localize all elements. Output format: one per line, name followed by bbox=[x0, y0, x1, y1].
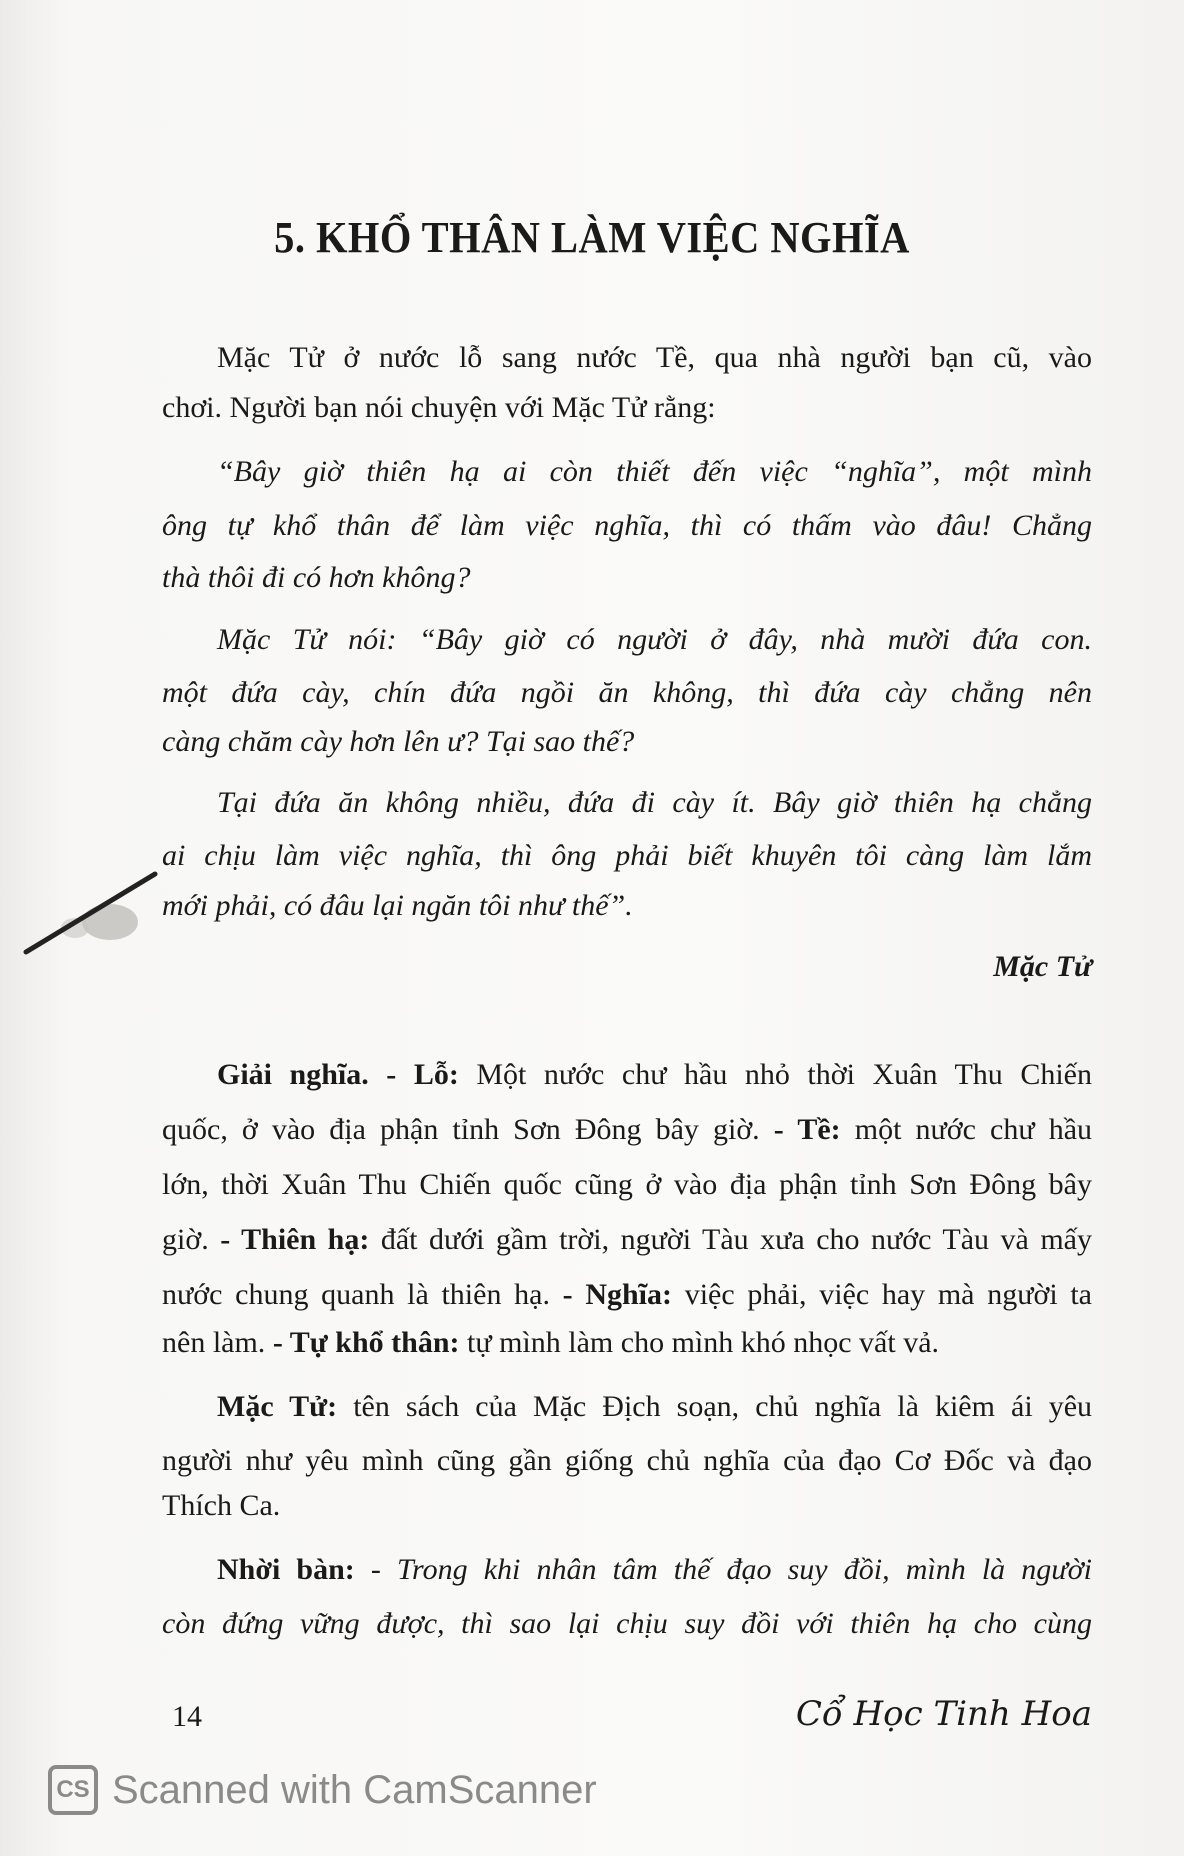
text-line bbox=[162, 1275, 1092, 1315]
quote-attribution bbox=[162, 947, 1092, 987]
text-line bbox=[162, 1323, 1092, 1363]
text-segment: Mặc Tử nói: “Bây giờ có người ở đây, nhà mười đứa con. bbox=[217, 623, 1092, 656]
text-segment: người như yêu mình cũng gần giống chủ nghĩa của đạo Cơ Đốc và đạo bbox=[162, 1444, 1092, 1477]
text-line bbox=[162, 1441, 1092, 1481]
text-line bbox=[162, 673, 1092, 713]
text-segment: Tại đứa ăn không nhiều, đứa đi cày ít. Bây giờ thiên hạ chẳng bbox=[217, 786, 1092, 819]
text-line bbox=[162, 836, 1092, 876]
text-segment: chơi. Người bạn nói chuyện với Mặc Tử rằng: bbox=[162, 391, 716, 424]
pen-mark-icon bbox=[20, 860, 170, 960]
text-segment: lớn, thời Xuân Thu Chiến quốc cũng ở vào địa phận tỉnh Sơn Đông bây bbox=[162, 1168, 1092, 1201]
text-segment: tự mình làm cho mình khó nhọc vất vả. bbox=[459, 1326, 940, 1359]
text-line bbox=[162, 886, 1092, 926]
text-segment: Mặc Tử ở nước lỗ sang nước Tề, qua nhà người bạn cũ, vào bbox=[217, 341, 1092, 374]
text-line bbox=[217, 1550, 1092, 1590]
text-line bbox=[162, 506, 1092, 546]
text-segment: còn đứng vững được, thì sao lại chịu suy đồi với thiên hạ cho cùng bbox=[162, 1607, 1092, 1640]
text-line bbox=[162, 1110, 1092, 1150]
text-segment: mới phải, có đâu lại ngăn tôi như thế”. bbox=[162, 889, 633, 922]
text-segment: Thích Ca. bbox=[162, 1489, 281, 1522]
camscanner-logo-icon: CS bbox=[48, 1765, 98, 1815]
text-line bbox=[162, 722, 1092, 762]
term-label: - Tề: bbox=[773, 1113, 841, 1146]
term-label: - Nghĩa: bbox=[562, 1278, 673, 1311]
text-line bbox=[217, 620, 1092, 660]
text-line bbox=[217, 1055, 1092, 1095]
text-line bbox=[162, 1220, 1092, 1260]
text-line bbox=[162, 1604, 1092, 1644]
term-label: Mặc Tử bbox=[993, 950, 1092, 983]
term-label: - Thiên hạ: bbox=[220, 1223, 370, 1256]
text-segment: ông tự khổ thân để làm việc nghĩa, thì có thấm vào đâu! Chẳng bbox=[162, 509, 1092, 542]
text-line bbox=[162, 558, 1092, 598]
text-line bbox=[217, 338, 1092, 378]
term-label: Nhời bàn: bbox=[217, 1553, 355, 1586]
text-line bbox=[217, 1387, 1092, 1427]
text-segment: nước chung quanh là thiên hạ. bbox=[162, 1278, 563, 1311]
text-line bbox=[217, 452, 1092, 492]
text-segment: một nước chư hầu bbox=[840, 1113, 1093, 1146]
text-segment: đất dưới gầm trời, người Tàu xưa cho nước Tàu và mấy bbox=[369, 1223, 1092, 1256]
text-segment: một đứa cày, chín đứa ngồi ăn không, thì đứa cày chẳng nên bbox=[162, 676, 1092, 709]
page-number: 14 bbox=[172, 1700, 202, 1733]
text-line bbox=[162, 388, 1092, 428]
book-title: Cổ Học Tinh Hoa bbox=[795, 1694, 1092, 1734]
text-segment: thà thôi đi có hơn không? bbox=[162, 561, 471, 594]
text-line bbox=[162, 1165, 1092, 1205]
text-segment: Trong khi nhân tâm thế đạo suy đồi, mình là người bbox=[397, 1553, 1092, 1586]
text-segment: quốc, ở vào địa phận tỉnh Sơn Đông bây giờ. bbox=[162, 1113, 774, 1146]
watermark-text: Scanned with CamScanner bbox=[112, 1767, 597, 1812]
text-segment: giờ. bbox=[162, 1223, 221, 1256]
text-line bbox=[217, 783, 1092, 823]
text-segment: việc phải, việc hay mà người ta bbox=[672, 1278, 1092, 1311]
text-segment: tên sách của Mặc Địch soạn, chủ nghĩa là kiêm ái yêu bbox=[337, 1390, 1093, 1423]
text-segment: - bbox=[354, 1553, 398, 1586]
term-label: Mặc Tử: bbox=[217, 1390, 338, 1423]
text-segment: Một nước chư hầu nhỏ thời Xuân Thu Chiến bbox=[458, 1058, 1092, 1091]
chapter-title: 5. KHỔ THÂN LÀM VIỆC NGHĨA bbox=[274, 213, 910, 262]
text-segment: càng chăm cày hơn lên ư? Tại sao thế? bbox=[162, 725, 635, 758]
camscanner-watermark bbox=[48, 1765, 597, 1815]
text-segment: nên làm. bbox=[162, 1326, 273, 1359]
text-line bbox=[162, 1486, 1092, 1526]
term-label: Giải nghĩa. - Lỗ: bbox=[217, 1058, 459, 1091]
text-segment: “Bây giờ thiên hạ ai còn thiết đến việc “nghĩa”, một mình bbox=[217, 455, 1092, 488]
text-segment: ai chịu làm việc nghĩa, thì ông phải biết khuyên tôi càng làm lắm bbox=[162, 839, 1092, 872]
term-label: - Tự khổ thân: bbox=[272, 1326, 460, 1359]
